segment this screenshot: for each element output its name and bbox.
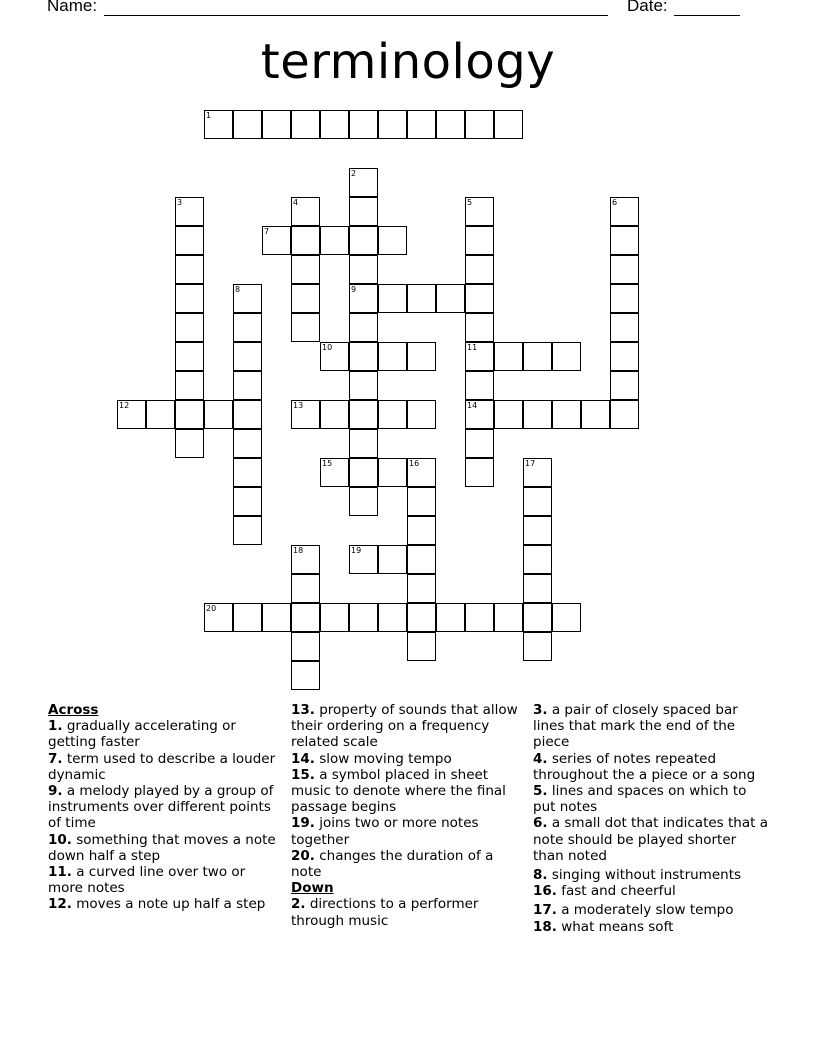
crossword-cell[interactable]: [291, 661, 320, 690]
crossword-cell[interactable]: [610, 371, 639, 400]
crossword-cell[interactable]: [175, 255, 204, 284]
clue-number-label: 1: [206, 111, 212, 120]
crossword-cell[interactable]: [349, 400, 378, 429]
crossword-cell[interactable]: [146, 400, 175, 429]
clue-column-2: [291, 702, 523, 929]
clue-number-label: 2: [351, 169, 357, 178]
crossword-cell[interactable]: [349, 342, 378, 371]
clue-down-2: 2. directions to a performer through music: [291, 896, 479, 929]
crossword-cell[interactable]: [204, 400, 233, 429]
crossword-cell[interactable]: [494, 400, 523, 429]
clue-number-label: 18: [293, 546, 304, 555]
crossword-cell[interactable]: [610, 226, 639, 255]
crossword-cell[interactable]: [175, 284, 204, 313]
clue-across-15: 15. a symbol placed in sheet music to denote where the final passage begins: [291, 766, 506, 816]
clue-number-label: 6: [612, 198, 618, 207]
crossword-cell[interactable]: [378, 458, 407, 487]
crossword-cell[interactable]: [465, 313, 494, 342]
crossword-cell[interactable]: [175, 313, 204, 342]
down-heading: Down: [291, 880, 334, 897]
clue-number-label: 19: [351, 546, 362, 555]
clue-down-4: 4. series of notes repeated throughout the a piece or a song: [533, 750, 756, 783]
crossword-cell[interactable]: [291, 226, 320, 255]
crossword-cell[interactable]: [349, 226, 378, 255]
crossword-cell[interactable]: [407, 487, 436, 516]
crossword-cell[interactable]: [320, 226, 349, 255]
clue-number-label: 10: [322, 343, 333, 352]
clue-across-20: 20. changes the duration of a note: [291, 847, 494, 881]
clue-across-19: 19. joins two or more notes together: [291, 815, 479, 848]
crossword-cell[interactable]: [465, 255, 494, 284]
crossword-cell[interactable]: [465, 429, 494, 458]
crossword-cell[interactable]: [523, 574, 552, 603]
clue-across-1: 1. gradually accelerating or getting faster: [48, 718, 236, 751]
crossword-cell[interactable]: [378, 400, 407, 429]
clue-down-3: 3. a pair of closely spaced bar lines that mark the end of the piece: [533, 702, 738, 751]
crossword-cell[interactable]: [262, 603, 291, 632]
crossword-cell[interactable]: [494, 342, 523, 371]
crossword-cell[interactable]: [436, 284, 465, 313]
crossword-cell[interactable]: [523, 342, 552, 371]
crossword-cell[interactable]: [175, 226, 204, 255]
clue-number-label: 16: [409, 459, 420, 468]
crossword-cell[interactable]: [552, 400, 581, 429]
crossword-cell[interactable]: [378, 603, 407, 632]
clue-number-label: 17: [525, 459, 536, 468]
clue-column-3: [533, 702, 769, 935]
crossword-cell[interactable]: [523, 603, 552, 632]
crossword-cell[interactable]: [349, 458, 378, 487]
crossword-cell[interactable]: [349, 371, 378, 400]
crossword-cell[interactable]: [407, 284, 436, 313]
crossword-cell[interactable]: [291, 255, 320, 284]
crossword-cell[interactable]: [378, 545, 407, 574]
crossword-cell[interactable]: [581, 400, 610, 429]
crossword-cell[interactable]: [407, 632, 436, 661]
crossword-cell[interactable]: [378, 226, 407, 255]
crossword-cell[interactable]: [407, 400, 436, 429]
crossword-cell[interactable]: [465, 284, 494, 313]
crossword-cell[interactable]: [610, 255, 639, 284]
crossword-cell[interactable]: [291, 603, 320, 632]
clue-across-14: 14. slow moving tempo: [291, 750, 452, 767]
crossword-cell[interactable]: [407, 603, 436, 632]
crossword-cell[interactable]: [465, 226, 494, 255]
crossword-cell[interactable]: [523, 632, 552, 661]
crossword-cell[interactable]: [233, 516, 262, 545]
crossword-cell[interactable]: [610, 313, 639, 342]
crossword-cell[interactable]: [175, 342, 204, 371]
clue-down-8: 8. singing without instruments: [533, 867, 742, 884]
crossword-cell[interactable]: [436, 603, 465, 632]
clue-across-9: 9. a melody played by a group of instruments over different points of time: [48, 783, 274, 832]
crossword-cell[interactable]: [465, 110, 494, 139]
crossword-cell[interactable]: [233, 487, 262, 516]
clue-down-6: 6. a small dot that indicates that a note should be played shorter than noted: [533, 815, 768, 864]
crossword-cell[interactable]: [378, 110, 407, 139]
crossword-cell[interactable]: [407, 110, 436, 139]
crossword-cell[interactable]: [233, 371, 262, 400]
crossword-cell[interactable]: [378, 342, 407, 371]
crossword-cell[interactable]: [465, 458, 494, 487]
crossword-cell[interactable]: [233, 342, 262, 371]
crossword-cell[interactable]: [291, 574, 320, 603]
clue-number-label: 3: [177, 198, 183, 207]
crossword-cell[interactable]: [320, 400, 349, 429]
clue-across-13: 13. property of sounds that allow their ordering on a frequency related scale: [291, 702, 518, 751]
crossword-cell[interactable]: [610, 400, 639, 429]
crossword-cell[interactable]: [233, 603, 262, 632]
crossword-cell[interactable]: [349, 313, 378, 342]
crossword-cell[interactable]: [262, 110, 291, 139]
crossword-cell[interactable]: [233, 400, 262, 429]
crossword-cell[interactable]: [233, 458, 262, 487]
clue-number-label: 13: [293, 401, 304, 410]
name-label: Name:: [47, 0, 98, 15]
clue-across-12: 12. moves a note up half a step: [48, 896, 266, 913]
crossword-cell[interactable]: [523, 400, 552, 429]
clue-number-label: 14: [467, 401, 478, 410]
crossword-cell[interactable]: [523, 545, 552, 574]
crossword-cell[interactable]: [610, 342, 639, 371]
crossword-cell[interactable]: [291, 284, 320, 313]
crossword-cell[interactable]: [349, 429, 378, 458]
clue-number-label: 20: [206, 604, 217, 613]
crossword-cell[interactable]: [465, 371, 494, 400]
clue-across-7: 7. term used to describe a louder dynamic: [48, 750, 276, 783]
crossword-cell[interactable]: [407, 545, 436, 574]
crossword-cell[interactable]: [233, 313, 262, 342]
crossword-cell[interactable]: [320, 110, 349, 139]
crossword-cell[interactable]: [349, 255, 378, 284]
clue-number-label: 8: [235, 285, 241, 294]
crossword-cell[interactable]: [291, 632, 320, 661]
clue-number-label: 7: [264, 227, 270, 236]
clue-down-5: 5. lines and spaces on which to put notes: [533, 783, 747, 816]
clue-number-label: 15: [322, 459, 333, 468]
clue-number-label: 5: [467, 198, 473, 207]
crossword-cell[interactable]: [407, 516, 436, 545]
clue-down-17: 17. a moderately slow tempo: [533, 902, 734, 919]
crossword-cell[interactable]: [494, 603, 523, 632]
clue-across-10: 10. something that moves a note down half a step: [48, 831, 276, 864]
crossword-cell[interactable]: [349, 197, 378, 226]
crossword-cell[interactable]: [291, 110, 320, 139]
crossword-cell[interactable]: [494, 110, 523, 139]
clue-down-18: 18. what means soft: [533, 918, 674, 935]
crossword-cell[interactable]: [610, 284, 639, 313]
crossword-cell[interactable]: [233, 429, 262, 458]
crossword-cell[interactable]: [320, 603, 349, 632]
crossword-cell[interactable]: [349, 603, 378, 632]
crossword-cell[interactable]: [349, 110, 378, 139]
clue-down-16: 16. fast and cheerful: [533, 883, 676, 900]
crossword-cell[interactable]: [349, 487, 378, 516]
date-label: Date:: [627, 0, 668, 15]
clue-column-1: [48, 702, 280, 913]
crossword-cell[interactable]: [523, 516, 552, 545]
crossword-cell[interactable]: [175, 371, 204, 400]
clue-number-label: 12: [119, 401, 130, 410]
crossword-cell[interactable]: [407, 574, 436, 603]
across-heading: Across: [48, 702, 99, 718]
clue-number-label: 9: [351, 285, 357, 294]
crossword-cell[interactable]: [552, 603, 581, 632]
clue-across-11: 11. a curved line over two or more notes: [48, 864, 246, 897]
crossword-cell[interactable]: [552, 342, 581, 371]
crossword-cell[interactable]: [233, 110, 262, 139]
crossword-cell[interactable]: [436, 110, 465, 139]
page-title: terminology: [260, 34, 556, 90]
crossword-cell[interactable]: [523, 487, 552, 516]
crossword-cell[interactable]: [465, 603, 494, 632]
crossword-cell[interactable]: [175, 400, 204, 429]
crossword-cell[interactable]: [407, 342, 436, 371]
clue-number-label: 4: [293, 198, 299, 207]
crossword-cell[interactable]: [291, 313, 320, 342]
crossword-cell[interactable]: [175, 429, 204, 458]
clue-number-label: 11: [467, 343, 478, 352]
crossword-cell[interactable]: [378, 284, 407, 313]
